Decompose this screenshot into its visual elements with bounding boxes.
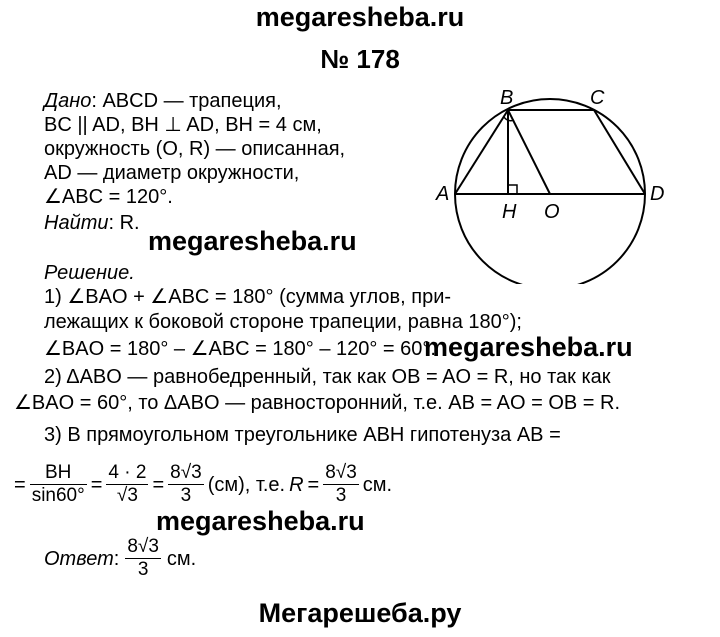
given-line-4: AD — диаметр окружности, [44,162,300,184]
watermark-3: megaresheba.ru [156,506,365,536]
right-angle-mark [508,185,517,194]
side-ab [455,110,508,194]
answer-denominator: 3 [137,559,149,580]
given-line-2: BC || AD, BH ⊥ AD, BH = 4 см, [44,114,322,136]
step3-line-1: 3) В прямоугольном треугольнике ABH гипотенуза AB = [44,424,561,446]
step1-line-1: 1) ∠BAO + ∠ABC = 180° (сумма углов, при- [44,286,452,308]
problem-number: № 178 [320,44,400,74]
fraction-numerator: 4 · 2 [108,462,147,483]
fraction-numerator: 8√3 [325,462,357,483]
formula-middle-text: (см), т.е. [207,473,286,496]
formula-eq-2: = [152,473,165,496]
label-o: O [544,201,560,223]
given-line-1 [44,90,282,112]
fraction-denominator: 3 [180,485,192,506]
site-header: megaresheba.ru [255,2,465,32]
watermark-2: megaresheba.ru [424,332,633,362]
step1-line-3: ∠BAO = 180° – ∠ABC = 180° – 120° = 60°. [44,338,436,360]
answer-unit: см. [166,547,197,570]
fraction-denominator: 3 [335,485,347,506]
watermark-1: megaresheba.ru [148,226,357,256]
formula-eq-3: = [307,473,320,496]
given-line-5: ∠ABC = 120°. [44,186,173,208]
side-cd [594,110,645,194]
step3-formula [14,462,392,507]
fraction-8sqrt3-3 [168,462,204,507]
formula-eq-1: = [90,473,103,496]
formula-eq-0: = [14,473,26,496]
label-a: A [436,183,450,205]
fraction-numerator: 8√3 [170,462,202,483]
step1-line-2: лежащих к боковой стороне трапеции, равна 180°); [44,311,522,333]
fraction-r-value [323,462,359,507]
answer-colon: : [113,547,120,570]
given-line-3: окружность (O, R) — описанная, [44,138,346,160]
label-d: D [650,183,665,205]
answer-label: Ответ [44,547,114,570]
step2-line-1: 2) ΔABO — равнобедренный, так как OB = AO = R, но так как [44,366,611,388]
trapezoid-circle-figure [432,84,672,284]
answer-fraction [125,536,161,581]
fraction-numerator: BH [30,462,87,485]
fraction-denominator: √3 [116,485,138,506]
site-footer: Мегарешеба.ру [258,598,462,628]
given-text-1: : ABCD — трапеция, [91,90,282,112]
label-b: B [500,87,514,109]
find-value: : R. [108,212,140,234]
segment-bo [508,110,550,194]
formula-r: R [289,473,304,496]
find-line [44,212,140,234]
step2-line-2: ∠BAO = 60°, то ΔABO — равносторонний, т.е. AB = AO = OB = R. [14,392,621,414]
answer-line [44,536,196,581]
formula-unit: см. [362,473,393,496]
circumscribed-circle [455,99,645,284]
given-label: Дано [44,90,92,112]
fraction-4x2-sqrt3 [106,462,148,507]
find-label: Найти [44,212,109,234]
fraction-denominator: sin60° [31,485,85,506]
solution-label: Решение. [44,262,135,284]
label-c: C [590,87,605,109]
label-h: H [502,201,517,223]
answer-numerator: 8√3 [127,536,159,557]
fraction-bh-sin60 [30,462,87,507]
